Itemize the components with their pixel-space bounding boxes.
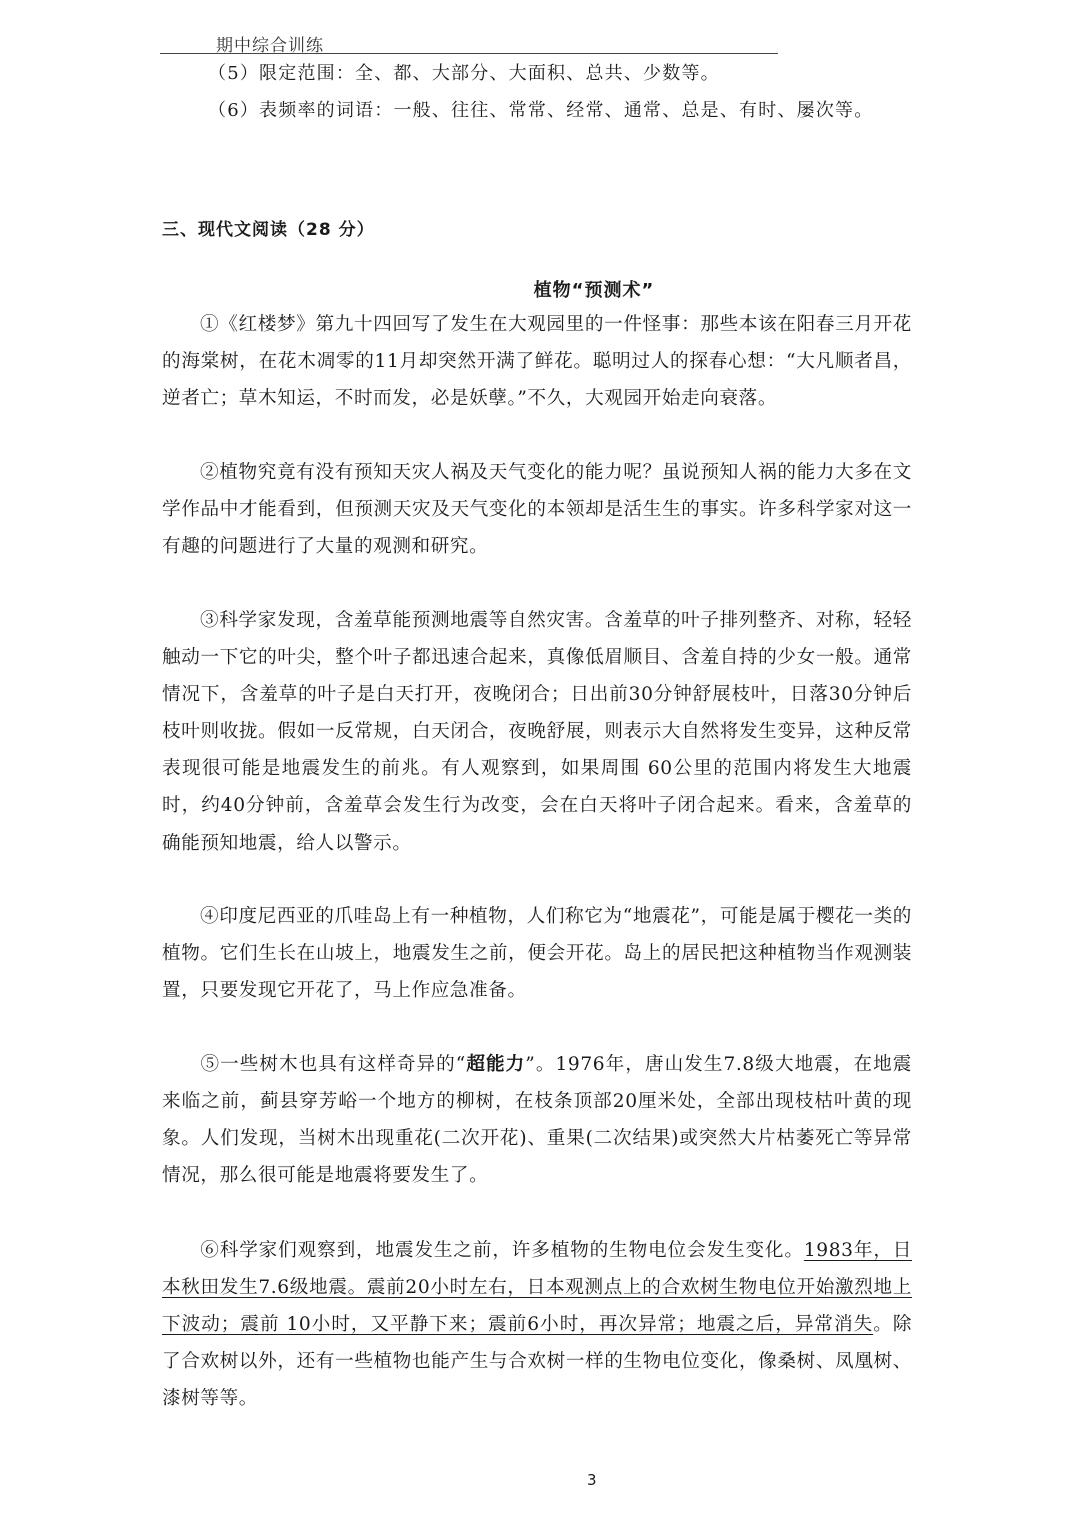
header-rule bbox=[160, 53, 778, 54]
paragraph-2 bbox=[162, 454, 912, 565]
paragraph-4 bbox=[162, 898, 912, 1009]
underlined-text: 1983年，日本秋田发生7.6级地震。震前20小时左右，日本观测点上的合欢树生物电位开始激烈地上下波动；震前 10小时，又平静下来；震前6小时，再次异常；地震之后，异常消失 bbox=[162, 1240, 912, 1336]
paragraph-text: ”。1976年，唐山发生7.8级大地震，在地震来临之前，蓟县穿芳峪一个地方的柳树，在枝条顶部20厘米处，全部出现枝枯叶黄的现象。人们发现，当树木出现重花(二次开花)、重果(二次结果)或突然大片枯萎死亡等异常情况，那么很可能是地震将要发生了。 bbox=[162, 1054, 912, 1187]
paragraph-text: ④印度尼西亚的爪哇岛上有一种植物，人们称它为“地震花”，可能是属于樱花一类的植物。它们生长在山坡上，地震发生之前，便会开花。岛上的居民把这种植物当作观测装置，只要发现它开花了，马上作应急准备。 bbox=[162, 906, 912, 1002]
emphasis-text: 超能力 bbox=[465, 1054, 526, 1075]
list-item: （6）表频率的词语：一般、往往、常常、经常、通常、总是、有时、屡次等。 bbox=[208, 100, 874, 121]
header-title: 期中综合训练 bbox=[216, 36, 324, 56]
paragraph-1 bbox=[162, 306, 912, 417]
article-title: 植物“预测术” bbox=[533, 280, 655, 301]
paragraph-text: 。除了合欢树以外，还有一些植物也能产生与合欢树一样的生物电位变化，像桑树、凤凰树、漆树等等。 bbox=[162, 1314, 913, 1410]
paragraph-text: ⑤一些树木也具有这样奇异的“ bbox=[200, 1054, 466, 1075]
list-item: （5）限定范围：全、都、大部分、大面积、总共、少数等。 bbox=[208, 63, 720, 84]
paragraph-text: ⑥科学家们观察到，地震发生之前，许多植物的生物电位会发生变化。 bbox=[200, 1240, 804, 1261]
paragraph-5 bbox=[162, 1046, 912, 1194]
page-number: 3 bbox=[587, 1471, 597, 1489]
paragraph-text: ①《红楼梦》第九十四回写了发生在大观园里的一件怪事：那些本该在阳春三月开花的海棠树，在花木凋零的11月却突然开满了鲜花。聪明过人的探春心想：“大凡顺者昌，逆者亡；草木知运，不时而发，必是妖孽。”不久，大观园开始走向衰落。 bbox=[162, 314, 912, 410]
paragraph-3 bbox=[162, 602, 912, 862]
paragraph-text: ③科学家发现，含羞草能预测地震等自然灾害。含羞草的叶子排列整齐、对称，轻轻触动一下它的叶尖，整个叶子都迅速合起来，真像低眉顺目、含羞自持的少女一般。通常情况下，含羞草的叶子是白天打开，夜晚闭合；日出前30分钟舒展枝叶，日落30分钟后枝叶则收拢。假如一反常规，白天闭合，夜晚舒展，则表示大自然将发生变异，这种反常表现很可能是地震发生的前兆。有人观察到，如果周围 60公里的范围内将发生大地震时，约40分钟前，含羞草会发生行为改变，会在白天将叶子闭合起来。看来，含羞草的确能预知地震，给人以警示。 bbox=[162, 610, 912, 854]
paragraph-text: ②植物究竟有没有预知天灾人祸及天气变化的能力呢？虽说预知人祸的能力大多在文学作品中才能看到，但预测天灾及天气变化的本领却是活生生的事实。许多科学家对这一有趣的问题进行了大量的观测和研究。 bbox=[162, 462, 912, 558]
section-heading: 三、现代文阅读（28 分） bbox=[162, 220, 375, 240]
paragraph-6 bbox=[162, 1232, 912, 1417]
